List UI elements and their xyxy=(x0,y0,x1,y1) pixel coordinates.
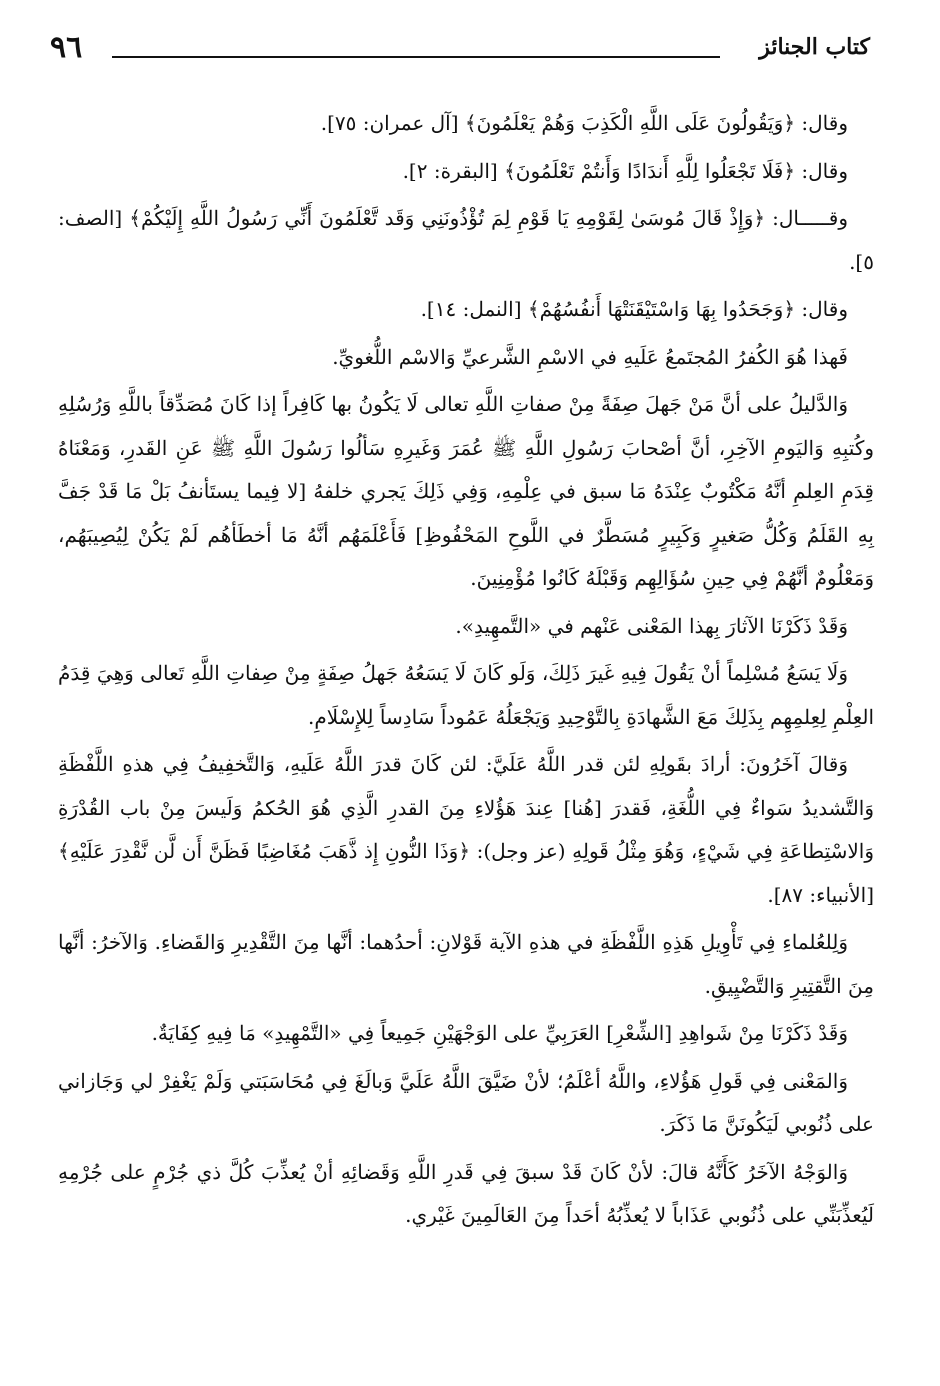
paragraph-8: وَلَا يَسَعُ مُسْلِماً أنْ يَقُولَ فِيهِ غَيرَ ذَلِكَ، وَلَو كَانَ لَا يَسَعُهُ جَهلُ صِفَةٍ مِنْ صِفاتِ اللَّهِ تَعالى وَهِيَ قِدَمُ العِلْمِ لِعِلمِهِم بِذَلِكَ مَعَ الشَّهادَةِ بِالتَّوْحِيدِ وَيَجْعَلُهُ عَمُوداً سَادِساً لِلإِسْلَامِ. xyxy=(58,661,874,729)
paragraph-13: وَالوَجْهُ الآخَرُ كَأَنَّهُ قالَ: لأنْ كَانَ قَدْ سبقَ فِي قَدرِ اللَّهِ وَقَضائِهِ أنْ يُعذِّبَ كُلَّ ذي جُرْمٍ على جُرْمِهِ لَيُعذِّبَنِّي على ذُنُوبي عَذَاباً لا يُعذِّبُهُ أحَداً مِنَ العَالَمِينَ غَيْري. xyxy=(58,1159,874,1227)
paragraph-5: فَهذا هُوَ الكُفرُ المُجتَمعُ عَلَيهِ في الاسْمِ الشَّرعيِّ وَالاسْم اللُّغويِّ. xyxy=(332,344,848,369)
paragraph-12: وَالمَعْنى فِي قَولِ هَؤُلاءِ، واللَّهُ أعْلَمُ؛ لأنْ ضَيَّقَ اللَّهُ عَلَيَّ وَبالَغَ فِي مُحَاسَبَتي وَلَمْ يَغْفِرْ لي وَجَازاني على ذُنُوبي لَيَكُونَنَّ مَا ذَكَرَ. xyxy=(58,1068,874,1136)
paragraph-11: وَقَدْ ذَكَرْنَا مِنْ شَواهِدِ [الشِّعْرِ] العَرَبِيِّ على الوَجْهَيْنِ جَمِيعاً فِي «التَّمْهِيدِ» مَا فِيهِ كِفَايَةٌ. xyxy=(151,1021,848,1045)
paragraph-10: وَلِلعُلماءِ فِي تَأْوِيلِ هَذِهِ اللَّفْظَةِ في هذهِ الآية قَوْلانِ: أحدُهما: أنَّها مِنَ التَّقْدِيرِ وَالقَضاءِ. وَالآخرُ: أنَّها مِنَ التَّقتِيرِ وَالتَّضْيِيقِ. xyxy=(58,930,874,998)
paragraph-3: وقـــــال: ﴿وَإِذْ قَالَ مُوسَىٰ لِقَوْمِهِ يَا قَوْمِ لِمَ تُؤْذُونَنِي وَقَد تَّعْلَمُونَ أَنِّي رَسُولُ اللَّهِ إِلَيْكُمْ﴾ [الصف: ٥]. xyxy=(58,206,874,274)
paragraph-4: وقال: ﴿وَجَحَدُوا بِهَا وَاسْتَيْقَنَتْهَا أَنفُسُهُمْ﴾ [النمل: ١٤]. xyxy=(420,297,848,321)
book-title: كتاب الجنائز xyxy=(759,34,870,60)
paragraph-9: وَقالَ آخَرُونَ: أرادَ بقَولِهِ لئن قدر اللَّهُ عَلَيَّ: لئن كَانَ قدرَ اللَّهُ عَلَيهِ، وَالتَّخفِيفُ فِي هذهِ اللَّفْظَةِ وَالتَّشديدُ سَواءٌ فِي اللُّغَةِ، فَقدرَ [هُنا] عِندَ هَؤُلاءِ مِنَ القدرِ الَّذِي هُوَ الحُكمُ وَلَيسَ مِنْ باب القُدْرَةِ وَالاسْتِطاعَةِ فِي شَيْءٍ، وَهُوَ مِثْلُ قَولِهِ (عز وجل): ﴿وَذَا النُّونِ إِذ ذَّهَبَ مُغَاضِبًا فَظَنَّ أَن لَّن نَّقْدِرَ عَلَيْهِ﴾ [الأنبياء: ٨٧]. xyxy=(58,752,874,907)
paragraph-2: وقال: ﴿فَلَا تَجْعَلُوا لِلَّهِ أَندَادًا وَأَنتُمْ تَعْلَمُونَ﴾ [البقرة: ٢]. xyxy=(402,158,848,183)
paragraph-7: وَقَدْ ذَكَرْنَا الآثارَ بِهذا المَعْنى عَنْهم في «التَّمهِيدِ». xyxy=(455,613,848,638)
header-rule xyxy=(112,56,720,58)
paragraph-1: وقال: ﴿وَيَقُولُونَ عَلَى اللَّهِ الْكَذِبَ وَهُمْ يَعْلَمُونَ﴾ [آل عمران: ٧٥]. xyxy=(320,111,848,135)
page-body xyxy=(58,102,874,1242)
paragraph-6: وَالدَّليلُ على أنَّ مَنْ جَهلَ صِفَةً مِنْ صفاتِ اللَّهِ تعالى لَا يَكُونُ بها كَافِراً إذا كَانَ مُصَدِّقاً باللَّهِ وَرُسُلِهِ وكُتبِهِ وَاليَومِ الآخِرِ، أنَّ أصْحابَ رَسُولِ اللَّهِ ﷺ عُمَرَ وَغَيرِهِ سَألُوا رَسُولَ اللَّهِ ﷺ عَنِ القَدرِ، وَمَعْنَاهُ قِدَمِ العِلمِ أنَّهُ مَكْتُوبٌ عِنْدَهُ مَا سبق في عِلْمِهِ، وَفِي ذَلِكَ يَجري خلفهُ [لا فِيما يستَأنفُ بَلْ مَا قَدْ جَفَّ بِهِ القَلَمُ وَكُلُّ صَغيرٍ وَكَبِيرٍ مُسَطَّرٌ في اللَّوحِ المَحْفُوظِ] فَأَعْلَمَهُم أنَّهُ مَا أخطَأهُم لَمْ يَكُنْ لِيُصِيبَهُم، وَمَعْلُومٌ أنَّهُمْ فِي حِينِ سُؤَالِهِم وَقَبْلَهُ كَانُوا مُؤْمِنِينَ. xyxy=(58,392,874,590)
page-header xyxy=(50,30,870,66)
page-number: ٩٦ xyxy=(50,30,83,65)
